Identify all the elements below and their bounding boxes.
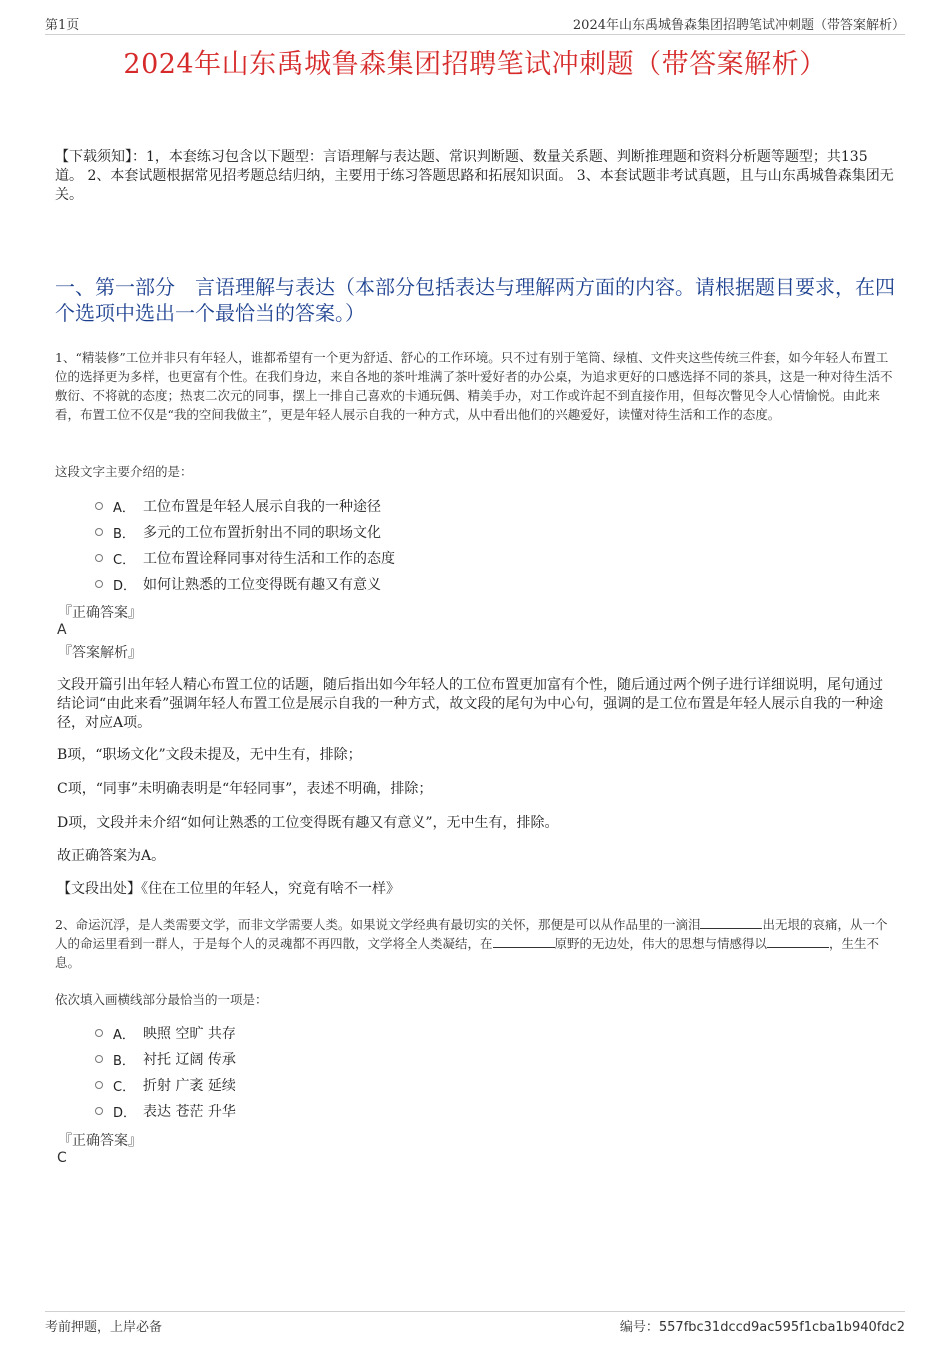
answer-value: A [57, 622, 67, 638]
option-a[interactable]: A． 工位布置是年轻人展示自我的一种途径 [95, 493, 395, 519]
analysis-paragraph: C项，“同事”未明确表明是“年轻同事”，表述不明确，排除； [57, 781, 433, 797]
option-b[interactable]: B． 衬托 辽阔 传承 [95, 1046, 236, 1072]
option-d[interactable]: D． 如何让熟悉的工位变得既有趣又有意义 [95, 571, 395, 597]
radio-icon[interactable] [95, 502, 103, 510]
footer-slogan: 考前押题，上岸必备 [45, 1320, 163, 1335]
radio-icon[interactable] [95, 1081, 103, 1089]
header-doc-title: 2024年山东禹城鲁森集团招聘笔试冲刺题（带答案解析） [572, 18, 905, 33]
option-d[interactable]: D． 表达 苍茫 升华 [95, 1098, 236, 1124]
document-title: 2024年山东禹城鲁森集团招聘笔试冲刺题（带答案解析） [123, 49, 827, 80]
radio-icon[interactable] [95, 554, 103, 562]
option-c[interactable]: C． 折射 广袤 延续 [95, 1072, 236, 1098]
analysis-paragraph: B项，“职场文化”文段未提及，无中生有，排除； [57, 747, 362, 763]
analysis-paragraph: D项，文段并未介绍“如何让熟悉的工位变得既有趣又有意义”，无中生有，排除。 [57, 815, 559, 831]
page-header [45, 14, 905, 35]
question-1-passage: 1、“精装修”工位并非只有年轻人，谁都希望有一个更为舒适、舒心的工作环境。只不过有别于笔筒、绿植、文件夹这些传统三件套，如今年轻人布置工位的选择更为多样，也更富有个性。在我们身边，来自各地的茶叶堆满了茶叶爱好者的办公桌，为追求更好的口感选择不同的茶具，这是一种对待生活不敷衍、不将就的态度；热衷二次元的同事，摆上一排自己喜欢的卡通玩偶、精美手办，对工作或许起不到直接作用，但每次瞥见令人心情愉悦。由此来看，布置工位不仅是“我的空间我做主”，更是年轻人展示自我的一种方式，从中看出他们的兴趣爱好，读懂对待生活和工作的态度。 [55, 350, 893, 422]
question-2-stem: 依次填入画横线部分最恰当的一项是： [55, 992, 268, 1007]
radio-icon[interactable] [95, 1055, 103, 1063]
analysis-label: 『答案解析』 [58, 645, 142, 661]
section-title: 一、第一部分 言语理解与表达（本部分包括表达与理解两方面的内容。请根据题目要求，在四个选项中选出一个最恰当的答案。） [55, 275, 895, 325]
fill-blank [700, 916, 762, 929]
source-citation: 【文段出处】《住在工位里的年轻人，究竟有啥不一样》 [57, 881, 400, 897]
fill-blank [493, 935, 555, 948]
radio-icon[interactable] [95, 1107, 103, 1115]
analysis-conclusion: 故正确答案为A。 [57, 848, 166, 864]
answer-label: 『正确答案』 [58, 605, 142, 621]
fill-blank [767, 935, 829, 948]
answer-value: C [57, 1150, 67, 1166]
answer-label: 『正确答案』 [58, 1133, 142, 1149]
question-2-passage: 2、命运沉浮，是人类需要文学，而非文学需要人类。如果说文学经典有最切实的关怀，那便是可以从作品里的一滴泪 出无垠的哀痛，从一个人的命运里看到一群人，于是每个人的灵魂都不再四散，文学将全人类凝结，在 原野的无边处，伟大的思想与情感得以 ，生生不息。 [55, 917, 888, 970]
document-id: 编号：557fbc31dccd9ac595f1cba1b940fdc2 [619, 1320, 905, 1335]
option-a[interactable]: A． 映照 空旷 共存 [95, 1020, 236, 1046]
radio-icon[interactable] [95, 1029, 103, 1037]
option-b[interactable]: B． 多元的工位布置折射出不同的职场文化 [95, 519, 395, 545]
radio-icon[interactable] [95, 528, 103, 536]
question-1-stem: 这段文字主要介绍的是： [55, 464, 193, 479]
analysis-paragraph: 文段开篇引出年轻人精心布置工位的话题，随后指出如今年轻人的工位布置更加富有个性，随后通过两个例子进行详细说明，尾句通过结论词“由此来看”强调年轻人布置工位是展示自我的一种方式，故文段的尾句为中心句，强调的是工位布置是年轻人展示自我的一种途径，对应A项。 [57, 677, 884, 731]
page-footer [45, 1311, 905, 1335]
radio-icon[interactable] [95, 580, 103, 588]
question-1-options [95, 493, 395, 597]
download-notice: 【下载须知】：1，本套练习包含以下题型：言语理解与表达题、常识判断题、数量关系题、判断推理题和资料分析题等题型；共135道。 2、本套试题根据常见招考题总结归纳，主要用于练习答题思路和拓展知识面。 3、本套试题非考试真题，且与山东禹城鲁森集团无关。 [55, 149, 894, 203]
option-c[interactable]: C． 工位布置诠释同事对待生活和工作的态度 [95, 545, 395, 571]
page-number: 第1页 [45, 18, 80, 33]
question-2-options [95, 1020, 236, 1124]
